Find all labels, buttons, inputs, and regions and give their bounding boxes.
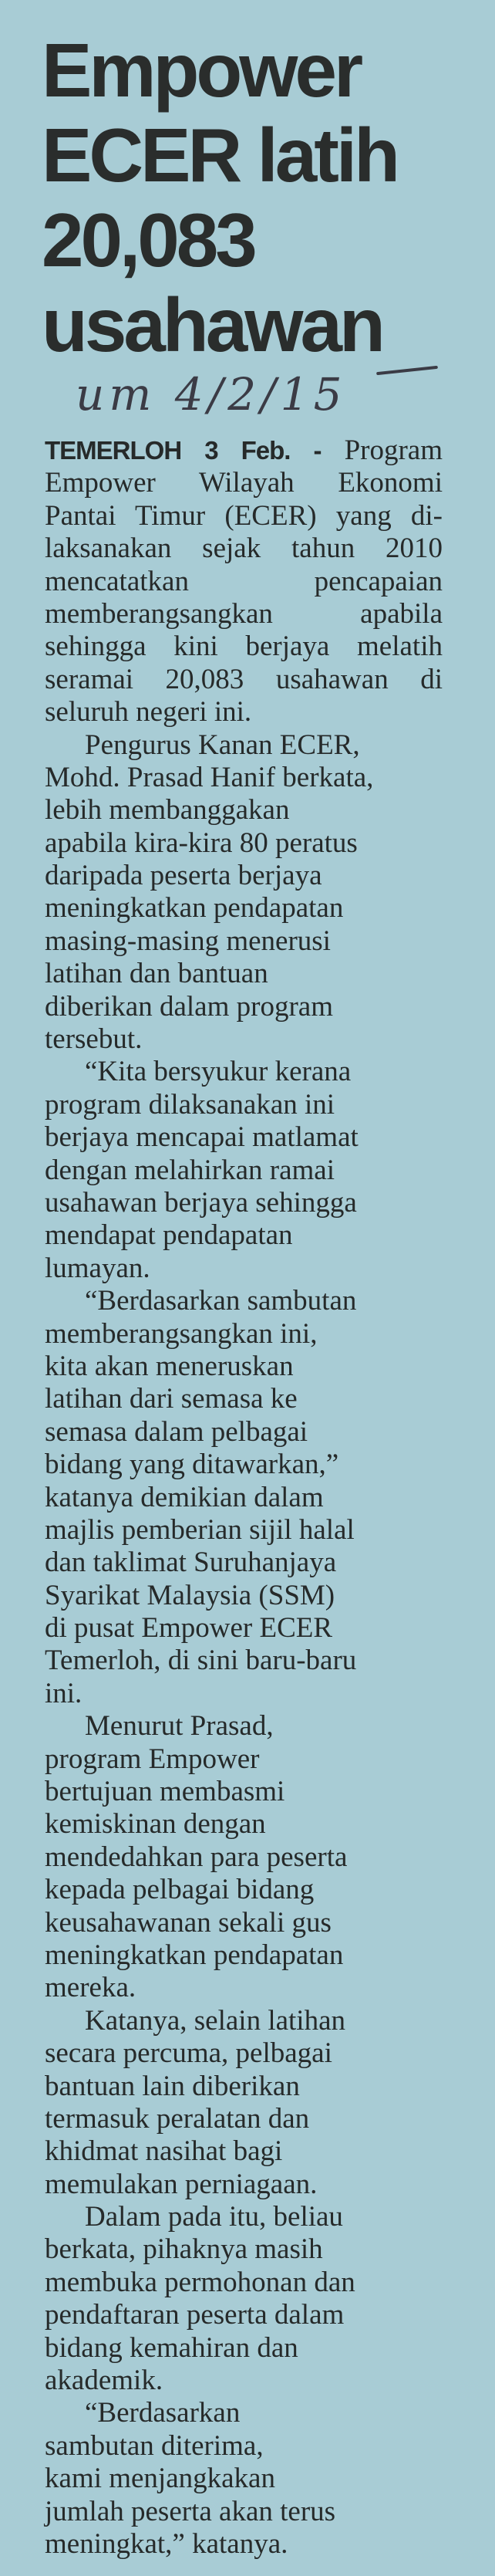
article-line: meningkatkan pendapatan	[45, 1939, 344, 1971]
article-line: bidang kemahiran dan	[45, 2331, 298, 2364]
article-line: katanya demikian dalam	[45, 1481, 324, 1513]
article-line: berkata, pihaknya masih	[45, 2233, 323, 2266]
article-line: pendaftaran peserta dalam	[45, 2299, 345, 2331]
article-line: laksanakan sejak tahun 2010	[45, 532, 443, 565]
article-line: latihan dan bantuan	[45, 958, 268, 990]
article-line: membuka permohonan dan	[45, 2266, 355, 2298]
article-line: lebih membanggakan	[45, 794, 290, 827]
article-line: sehingga kini berjaya melatih	[45, 630, 443, 663]
article-line: daripada peserta berjaya	[45, 860, 322, 892]
article-line: dengan melahirkan ramai	[45, 1154, 335, 1186]
article-line: Empower Wilayah Ekonomi	[45, 467, 443, 499]
article-line: akademik.	[45, 2365, 163, 2397]
headline-line: ECER latih	[42, 113, 397, 198]
article-line: bidang yang ditawarkan,”	[45, 1449, 339, 1481]
article-line: seramai 20,083 usahawan di	[45, 663, 443, 695]
article-line: meningkatkan pendapatan	[45, 892, 344, 925]
article-line: kepada pelbagai bidang	[45, 1874, 315, 1906]
article-line: bertujuan membasmi	[45, 1776, 285, 1808]
article-line: sambutan diterima,	[45, 2429, 264, 2462]
article-line: mencatatkan pencapaian	[45, 565, 443, 597]
article-line: memberangsangkan ini,	[45, 1317, 318, 1350]
article-line: Pantai Timur (ECER) yang di-	[45, 499, 443, 532]
article-line: termasuk peralatan dan	[45, 2102, 310, 2135]
handwritten-date-note: um 4/2/15	[76, 368, 347, 421]
article-line: di pusat Empower ECER	[45, 1612, 333, 1645]
headline	[42, 28, 473, 367]
article-line: latihan dari semasa ke	[45, 1383, 298, 1415]
article-line: Dalam pada itu, beliau	[85, 2201, 343, 2233]
article-line: jumlah peserta akan terus	[45, 2495, 336, 2527]
article-line: keusahawanan sekali gus	[45, 1906, 332, 1939]
article-line	[45, 434, 443, 467]
article-line: lumayan.	[45, 1252, 150, 1284]
article-line: program Empower	[45, 1743, 260, 1775]
article-line: secara percuma, pelbagai	[45, 2037, 332, 2070]
article-body	[45, 434, 443, 2561]
article-line: bantuan lain diberikan	[45, 2070, 300, 2102]
article-line: berjaya mencapai matlamat	[45, 1121, 359, 1154]
article-line: apabila kira-kira 80 peratus	[45, 827, 358, 859]
article-line: mendedahkan para peserta	[45, 1841, 348, 1873]
article-line: khidmat nasihat bagi	[45, 2135, 283, 2168]
headline-line: 20,083	[42, 198, 254, 282]
article-line: kemiskinan dengan	[45, 1808, 266, 1841]
article-line: majlis pemberian sijil halal	[45, 1513, 355, 1546]
article-line: “Berdasarkan sambutan	[85, 1285, 357, 1317]
headline-line: Empower	[42, 28, 361, 113]
article-line: Mohd. Prasad Hanif berkata,	[45, 761, 374, 793]
article-line: “Berdasarkan	[85, 2397, 241, 2429]
article-line: seluruh negeri ini.	[45, 696, 252, 729]
dateline: TEMERLOH 3 Feb. -	[45, 436, 345, 465]
article-line: Katanya, selain latihan	[85, 2004, 346, 2037]
article-line: meningkat,” katanya.	[45, 2528, 288, 2560]
article-line: mereka.	[45, 1972, 136, 2004]
article-line-text: Program	[344, 434, 443, 466]
article-line: memberangsangkan apabila	[45, 597, 443, 630]
article-line: kami menjangkakan	[45, 2463, 275, 2495]
article-line: program dilaksanakan ini	[45, 1088, 335, 1121]
article-line: Menurut Prasad,	[85, 1710, 274, 1743]
article-line: tersebut.	[45, 1023, 143, 1056]
article-line: diberikan dalam program	[45, 990, 333, 1023]
article-line: memulakan perniagaan.	[45, 2168, 318, 2200]
article-line: mendapat pendapatan	[45, 1219, 293, 1252]
article-line: Temerloh, di sini baru-baru	[45, 1645, 357, 1677]
article-line: kita akan meneruskan	[45, 1350, 294, 1382]
article-line: usahawan berjaya sehingga	[45, 1186, 357, 1219]
article-line: semasa dalam pelbagai	[45, 1415, 308, 1448]
article-line: ini.	[45, 1677, 82, 1709]
article-line: masing-masing menerusi	[45, 925, 331, 957]
article-line: Pengurus Kanan ECER,	[85, 729, 360, 761]
article-line: Syarikat Malaysia (SSM)	[45, 1579, 335, 1611]
article-line: “Kita bersyukur kerana	[85, 1056, 352, 1088]
article-line: dan taklimat Suruhanjaya	[45, 1547, 337, 1579]
headline-line: usahawan	[42, 282, 382, 367]
